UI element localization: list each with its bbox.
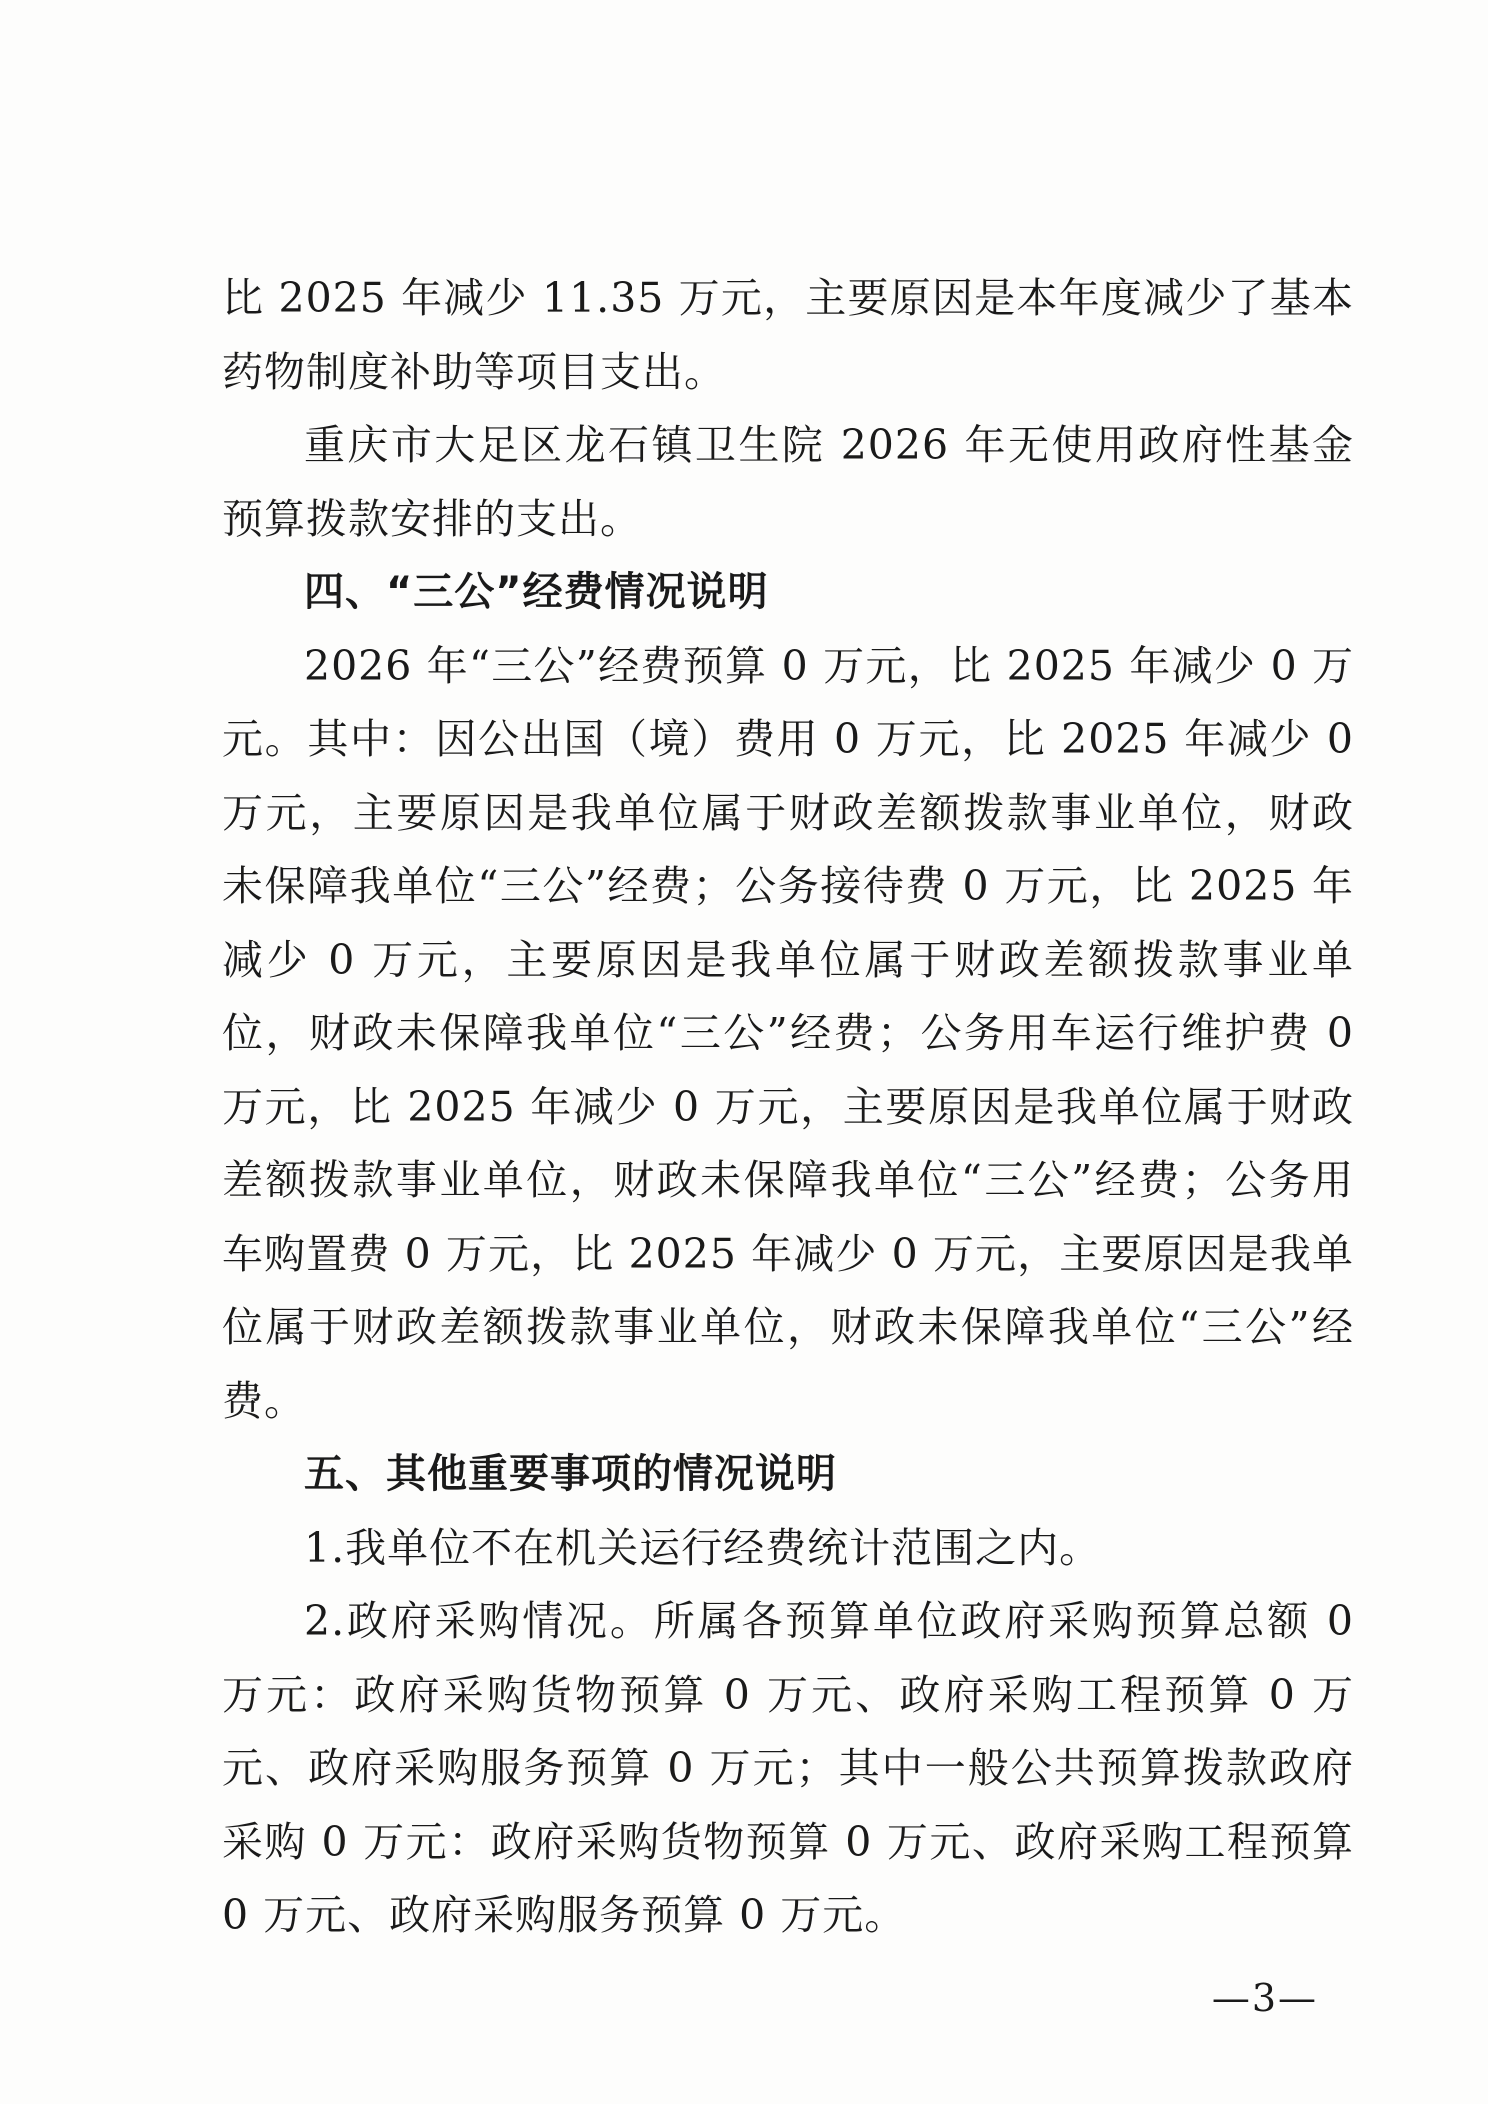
- paragraph-budget-decrease: 比 2025 年减少 11.35 万元，主要原因是本年度减少了基本药物制度补助等项目支出。: [222, 274, 1354, 396]
- list-item-operating-expenses: 1.我单位不在机关运行经费统计范围之内。: [304, 1523, 1102, 1572]
- page-number: —3—: [1211, 1976, 1318, 2020]
- section-heading-other-matters: 五、其他重要事项的情况说明: [304, 1451, 837, 1497]
- list-item-government-procurement: 2.政府采购情况。所属各预算单位政府采购预算总额 0 万元：政府采购货物预算 0 万元、政府采购工程预算 0 万元、政府采购服务预算 0 万元；其中一般公共预算拨款政府采购 0 万元：政府采购货物预算 0 万元、政府采购工程预算 0 万元、政府采购服务预算 0 万元。: [222, 1597, 1354, 1939]
- section-heading-three-public: 四、“三公”经费情况说明: [304, 569, 769, 615]
- paragraph-government-fund: 重庆市大足区龙石镇卫生院 2026 年无使用政府性基金预算拨款安排的支出。: [222, 421, 1354, 543]
- document-body: [222, 262, 1354, 1953]
- paragraph-three-public-expenses: 2026 年“三公”经费预算 0 万元，比 2025 年减少 0 万元。其中：因公出国（境）费用 0 万元，比 2025 年减少 0 万元，主要原因是我单位属于财政差额拨款事业单位，财政未保障我单位“三公”经费；公务接待费 0 万元，比 2025 年减少 0 万元，主要原因是我单位属于财政差额拨款事业单位，财政未保障我单位“三公”经费；公务用车运行维护费 0 万元，比 2025 年减少 0 万元，主要原因是我单位属于财政差额拨款事业单位，财政未保障我单位“三公”经费；公务用车购置费 0 万元，比 2025 年减少 0 万元，主要原因是我单位属于财政差额拨款事业单位，财政未保障我单位“三公”经费。: [222, 641, 1354, 1425]
